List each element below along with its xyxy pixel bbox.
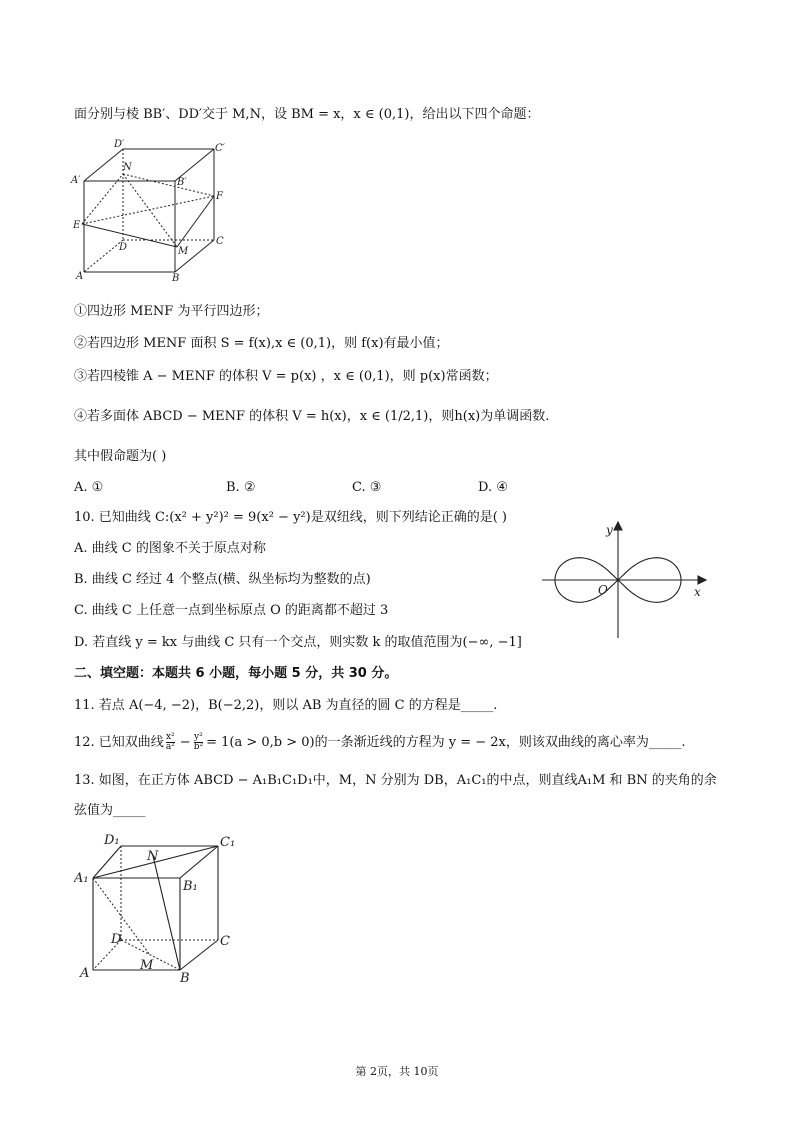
label-E: E: [73, 220, 81, 231]
q12: 12. 已知双曲线 x² a² − $\frac{\text{y²}}{\text{b²}}$ = 1(a > 0,b > 0)的一条渐近线的方程为 y = − 2x，则该双曲线的离心率为_____.: [74, 732, 686, 752]
origin-label: O: [598, 583, 608, 597]
lemniscate-graph: [536, 514, 716, 642]
q10-stem: 10. 已知曲线 C:(x² + y²)² = 9(x² − y²)是双纽线，则下列结论正确的是( ): [74, 510, 507, 525]
label-B: B: [172, 273, 180, 282]
q10-option-d: D. 若直线 y = kx 与曲线 C 只有一个交点，则实数 k 的取值范围为(−∞, −1]: [74, 635, 522, 650]
label-F: F: [216, 191, 223, 202]
q9-prop-4: ④若多面体 ABCD − MENF 的体积 V = h(x)，x ∈ (1/2,1)，则h(x)为单调函数.: [74, 409, 550, 424]
label-Cprime: C′: [215, 143, 225, 154]
label-A: A: [76, 271, 84, 282]
label-C: C: [220, 934, 230, 949]
label-Aprime: A′: [71, 175, 81, 186]
q9-question: 其中假命题为( ): [74, 449, 167, 464]
label-D: D: [119, 242, 128, 253]
q13-line2: 弦值为_____: [74, 803, 146, 818]
q9-option-c: C. ③: [352, 480, 382, 495]
q9-option-b: B. ②: [226, 480, 256, 495]
q9-option-d: D. ④: [478, 480, 508, 495]
label-B1: B₁: [183, 879, 198, 894]
q12-pre: 12. 已知双曲线: [74, 734, 164, 750]
section2-heading: 二、填空题：本题共 6 小题，每小题 5 分，共 30 分。: [74, 666, 398, 681]
q9-prop-2: ②若四边形 MENF 面积 S = f(x),x ∈ (0,1)，则 f(x)有最小值；: [74, 336, 449, 351]
q10-option-c: C. 曲线 C 上任意一点到坐标原点 O 的距离都不超过 3: [74, 603, 389, 618]
q9-prop-3: ③若四棱锥 A − MENF 的体积 V = p(x) ，x ∈ (0,1)，则 p(x)常函数；: [74, 369, 498, 384]
q9-prop-1: ①四边形 MENF 为平行四边形；: [74, 304, 269, 319]
label-M: M: [140, 958, 154, 973]
label-D1: D₁: [104, 833, 120, 848]
q10-option-a: A. 曲线 C 的图象不关于原点对称: [74, 541, 266, 556]
q9-option-a: A. ①: [74, 480, 104, 495]
label-Dprime: D′: [114, 139, 125, 150]
q9-cube-figure: [70, 136, 230, 282]
q12-fraction-y: $\frac{\text{y²}}{\text{b²}}$: [193, 732, 204, 752]
label-A1: A₁: [74, 871, 89, 886]
label-N: N: [147, 849, 159, 864]
label-N: N: [123, 162, 132, 173]
label-C1: C₁: [220, 835, 236, 850]
label-B: B: [180, 971, 190, 984]
label-A: A: [80, 966, 90, 981]
q13-cube-figure: [74, 830, 244, 984]
q11: 11. 若点 A(−4, −2)，B(−2,2)，则以 AB 为直径的圆 C 的方程是_____.: [74, 698, 498, 713]
q10-option-b: B. 曲线 C 经过 4 个整点(横、纵坐标均为整数的点): [74, 572, 371, 587]
label-Bprime: B′: [177, 177, 187, 188]
label-M: M: [178, 246, 189, 257]
q9-intro: 面分别与棱 BB′、DD′交于 M,N，设 BM = x，x ∈ (0,1)，给出以下四个命题：: [74, 107, 540, 122]
axis-x-label: x: [694, 585, 701, 599]
q13-line1: 13. 如图，在正方体 ABCD − A₁B₁C₁D₁中，M，N 分别为 DB，A₁C₁的中点，则直线A₁M 和 BN 的夹角的余: [74, 773, 717, 788]
label-C: C: [216, 236, 224, 247]
axis-y-label: y: [606, 523, 613, 537]
q12-fraction-x: x² a²: [165, 732, 175, 752]
q12-post: = 1(a > 0,b > 0)的一条渐近线的方程为 y = − 2x，则该双曲线的离心率为_____.: [206, 734, 686, 750]
page-footer: 第 2页，共 10页: [355, 1065, 439, 1078]
label-D: D: [111, 932, 122, 947]
